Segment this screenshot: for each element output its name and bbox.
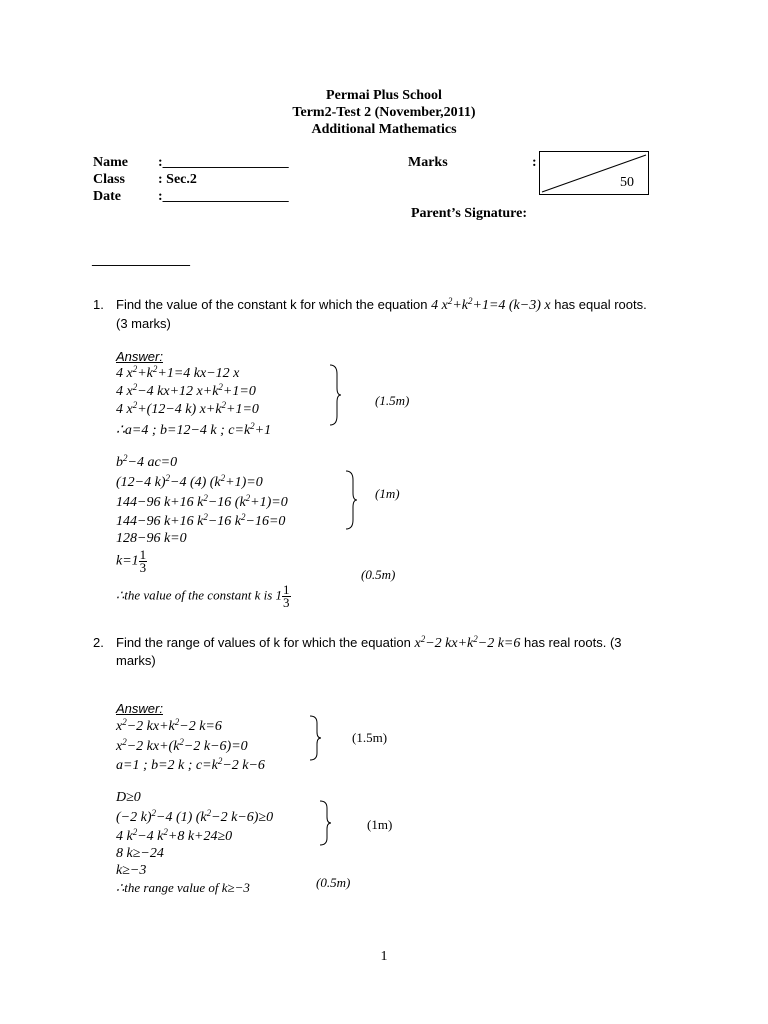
q1-marks-1: (1.5m) bbox=[375, 393, 410, 408]
q2-answer-label: Answer: bbox=[116, 701, 163, 716]
marks-label: Marks bbox=[408, 155, 448, 170]
test-title: Term2-Test 2 (November,2011) bbox=[292, 105, 476, 120]
q1-step: 4 $x^2+k^2+1=4$ kx−12 x bbox=[116, 364, 240, 381]
q1-step: 144−96 k+16 $k^2-16$ $(k^2+1)=0$ bbox=[116, 493, 288, 510]
page-number: 1 bbox=[380, 949, 388, 964]
q1-conclusion-den: 3 bbox=[283, 595, 290, 610]
name-field: :__________________ bbox=[158, 155, 289, 170]
q1-conclusion bbox=[116, 584, 291, 609]
q2-step: k≥−3 bbox=[116, 863, 147, 878]
signature-line: ______________ bbox=[92, 253, 190, 268]
q1-brace-1 bbox=[328, 364, 342, 426]
q1-k-den: 3 bbox=[139, 560, 147, 575]
q2-marks-1: (1.5m) bbox=[352, 730, 388, 745]
q1-answer-label: Answer: bbox=[116, 349, 163, 364]
date-label: Date bbox=[93, 189, 121, 204]
class-value: : Sec.2 bbox=[158, 172, 197, 187]
q2-step: a=1 ; b=2 k ; $c=k^2-2$ k−6 bbox=[116, 756, 265, 773]
q1-marks: (3 marks) bbox=[116, 316, 171, 331]
name-label: Name bbox=[93, 155, 128, 170]
q2-step: 4 $k^2-4$ $k^2+8$ k+24≥0 bbox=[116, 827, 233, 844]
q1-k-num: 1 bbox=[139, 547, 147, 562]
q2-marks-2: (1m) bbox=[367, 817, 393, 832]
q2-step: (−2 k)$^2$−4 (1) ($k^2-2$ k−6)≥0 bbox=[116, 808, 274, 825]
q1-marks-3: (0.5m) bbox=[361, 567, 396, 582]
q2-number: 2. bbox=[93, 635, 104, 650]
date-field: :__________________ bbox=[158, 189, 289, 204]
q1-step: 128−96 k=0 bbox=[116, 531, 187, 546]
marks-colon: : bbox=[532, 155, 537, 170]
q1-k-fraction bbox=[139, 549, 148, 574]
q1-equation: 4 $x^2+k^2+1=4$ (k−3) x bbox=[431, 296, 551, 313]
q2-text bbox=[116, 635, 622, 652]
class-label: Class bbox=[93, 172, 125, 187]
q1-text-after: has equal roots. bbox=[554, 297, 647, 312]
q1-number: 1. bbox=[93, 297, 104, 312]
q1-text-before: Find the value of the constant k for which the equation bbox=[116, 297, 428, 312]
q1-k-result bbox=[116, 549, 147, 574]
q1-marks-2: (1m) bbox=[375, 486, 400, 501]
q2-text-after: has real roots. (3 bbox=[523, 635, 622, 650]
subject-title: Additional Mathematics bbox=[311, 122, 457, 137]
q1-brace-2 bbox=[344, 470, 358, 530]
q2-brace-2 bbox=[318, 800, 332, 846]
q2-conclusion: ∴the range value of k≥−3 bbox=[116, 880, 250, 895]
q2-text-before: Find the range of values of k for which the equation bbox=[116, 635, 411, 650]
q1-text bbox=[116, 297, 647, 314]
q2-step: D≥0 bbox=[116, 790, 141, 805]
q1-k-value: k=1 bbox=[116, 553, 139, 569]
q1-step: 4 $x^2+(12-4$ k) $x+k^2+1=0$ bbox=[116, 400, 259, 417]
q2-equation: $x^2-2$ $kx+k^2-2$ k=6 bbox=[414, 634, 521, 651]
q1-step: 144−96 k+16 $k^2-16$ $k^2-16=0$ bbox=[116, 512, 286, 529]
q1-conclusion-text: ∴the value of the constant k is 1 bbox=[116, 587, 283, 603]
q1-step: ∴a=4 ; b=12−4 k ; $c=k^2+1$ bbox=[116, 421, 272, 438]
q2-brace-1 bbox=[308, 715, 322, 761]
school-name: Permai Plus School bbox=[326, 88, 442, 103]
parent-signature-label: Parent’s Signature: bbox=[411, 206, 528, 221]
q1-step: 4 $x^2-4$ kx+12 $x+k^2+1=0$ bbox=[116, 382, 256, 399]
q2-step: $x^2-2$ $kx+k^2-2$ k=6 bbox=[116, 717, 222, 734]
q1-conclusion-fraction bbox=[282, 584, 291, 609]
q2-step: $x^2-2$ $kx+(k^2-2$ k−6)=0 bbox=[116, 737, 248, 754]
marks-total: 50 bbox=[620, 175, 634, 190]
q1-step: (12−4 k)$^2$−4 (4) $(k^2+1)=0$ bbox=[116, 473, 263, 490]
q1-conclusion-num: 1 bbox=[283, 582, 290, 597]
q2-marks: marks) bbox=[116, 653, 156, 668]
q2-marks-3: (0.5m) bbox=[316, 875, 351, 890]
marks-box bbox=[539, 151, 649, 195]
q2-step: 8 k≥−24 bbox=[116, 846, 164, 861]
q1-step: $b^2-4$ ac=0 bbox=[116, 453, 178, 470]
